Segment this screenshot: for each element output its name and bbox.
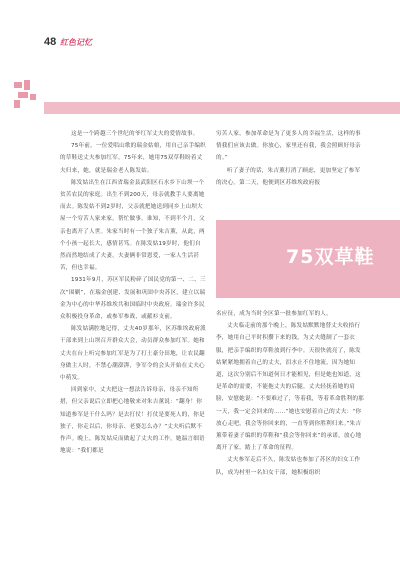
paragraph: 陈发姑满腔地记得，丈夫40岁那年，区苏维埃政府派干部来到上山坝召开群众大会，动员群众参加红军。她和丈夫在台上听完参加红军是为了打土豪分田地，让农民翻身做主人时，不禁心潮澎湃，争军令的会头开始在丈夫心中萌发。 <box>60 326 206 382</box>
paragraph: 回到家中，丈夫把这一想法告诉母亲，母亲不知所措，但父亲说后立即把心地敬来对朱吉薰说：“翻身！你知道参军是干什么吗？是去打仗！打仗是要死人的，你是独子，你走以后，你母亲、老婆怎么办？”丈夫听后默不作声。晚上，陈发姑反而做起了丈夫的工作，她温言细语地说：“我们都是 <box>60 387 205 455</box>
paragraph: 丈夫参军走后不久，陈发姑也参加了苏区的妇女工作队，成为村里一名妇女干部，她积极组织 <box>216 457 361 476</box>
title-box <box>216 220 400 298</box>
corner-decoration <box>14 80 38 110</box>
paragraph: 陈发姑出生在江西省瑞金县武阳区石水乡下山坝一个贫苦农民的家庭。出生不到200天，母亲就教手人要离她而去。陈发姑不到2岁时，父亲就把她送到同乡上山坝大屋一个穷苦人家来家，帮忙做事。谁知，不到半个月，父亲也离开了人世。朱家当时有一个独子朱吉薰，从此，两个小孩一起长大，感情甚笃。在陈发姑19岁时，他们自然而然地结成了夫妻。夫妻俩非常恩爱，一家人生活甚苦，但也幸福。 <box>60 179 205 272</box>
article-left-column <box>60 128 206 457</box>
article-right-bottom-column <box>216 308 364 479</box>
paragraph: 听了妻子的话，朱吉薰打消了顾虑，更加坚定了参军的决心。第二天，他便到区苏维埃政府报 <box>216 167 361 186</box>
article-title: 75双草鞋 <box>286 246 375 268</box>
paragraph: 1931年9月，苏区军民粉碎了国民党的第一、二、三次“围剿”，在瑞金创建、发展和巩固中央苏区，建立以瑞金为中心的中华苏维埃共和国临时中央政府。瑞金许多民众积极投身革命，或参军参战，或献衫支前。 <box>60 277 206 321</box>
paragraph: 这是一个跨越三个世纪的爷红军丈夫的爱情故事。 <box>71 131 199 137</box>
header-band <box>44 102 400 114</box>
article-right-top-column <box>216 128 364 189</box>
page-number: 48 <box>44 36 57 48</box>
paragraph: 丈夫临走前的那个晚上，陈发姑默默地替丈夫收拾行李，她用自己平时积攒下来的钱，为丈夫缝制了一套衣服，把亲手编织的草鞋放到行李中。天很快就亮了，陈发姑紧紧地拥着自己的丈夫，泪水止不住地流，因为她知道，这次分别后不知道何日才能相见，但是她也知道，这是革命的需要，不能拖丈夫的后腿。丈夫轻抚着她的肩膀，安慰她说：“不要难过了，等着我，等着革命胜利的那一天，我一定会回来的……”她也安慰着自己的丈夫：“你放心走吧，我会等你回来的，一直等到你胜利归来。”朱吉薰带着妻子编织的草鞋和“我会等你回来”的承诺，放心地离开了家，踏上了革命的征程。 <box>216 323 364 452</box>
paragraph: 75年前，一位爱唱山歌的瑞金姑娘，用自己亲手编织的草鞋送丈夫参加红军。75年来，她用75双草鞋盼着丈夫归来，她，就是瑞金老人陈发姑。 <box>60 143 206 174</box>
paragraph: 名应征，成为当时全区第一批参加红军的人。 <box>216 311 332 317</box>
paragraph: 穷苦人家，参加革命是为了更多人的幸福生活，这样的事情我们应该去做。你放心，家里还有我，我会照顾好母亲的。” <box>216 131 361 162</box>
section-name: 红色记忆 <box>60 38 92 47</box>
